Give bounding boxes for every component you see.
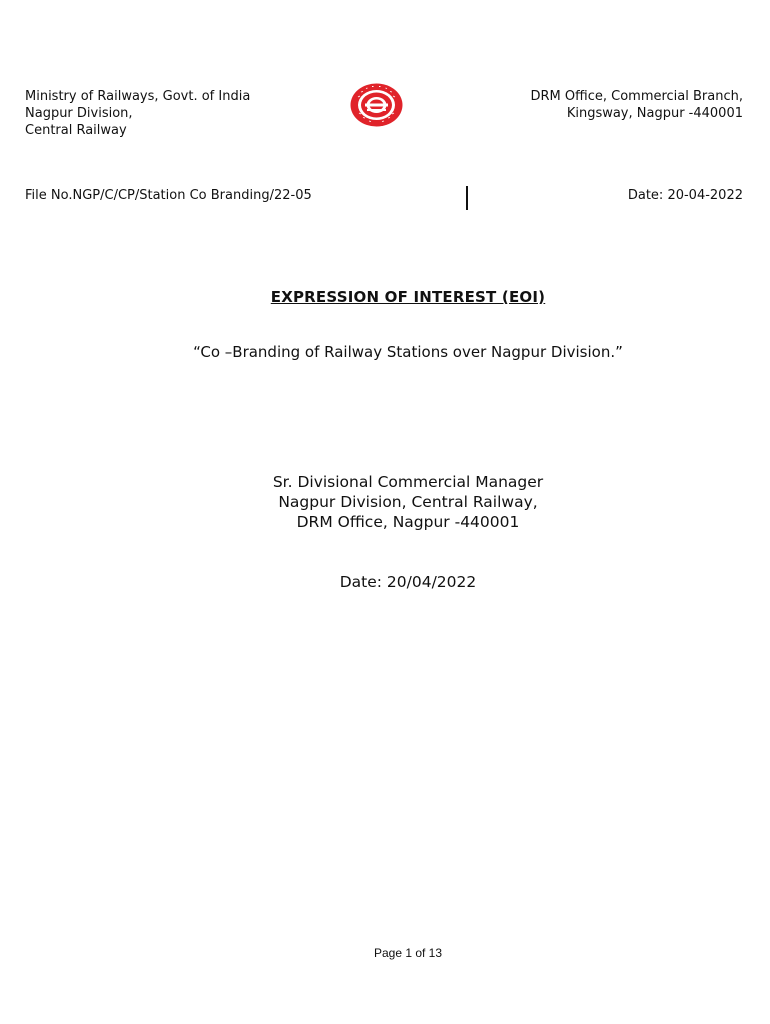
indian-railways-logo-icon [349, 82, 404, 128]
file-number: File No.NGP/C/CP/Station Co Branding/22-05 [25, 188, 312, 203]
issuer-division: Nagpur Division, Central Railway, [278, 493, 538, 511]
issuer-office: DRM Office, Nagpur -440001 [296, 513, 520, 531]
railway-line: Central Railway [25, 123, 127, 138]
issue-date: Date: 20/04/2022 [339, 573, 477, 591]
ministry-line: Ministry of Railways, Govt. of India [25, 89, 251, 104]
issuer-address [0, 472, 770, 532]
header-right-block [531, 88, 743, 122]
header-left-block [25, 88, 250, 139]
kingsway-line: Kingsway, Nagpur -440001 [566, 106, 743, 121]
drm-office-line: DRM Office, Commercial Branch, [530, 89, 743, 104]
document-subtitle: “Co –Branding of Railway Stations over Nagpur Division.” [193, 343, 623, 361]
issuer-designation: Sr. Divisional Commercial Manager [272, 473, 544, 491]
document-title: EXPRESSION OF INTEREST (EOI) [270, 288, 546, 306]
page-number: Page 1 of 13 [373, 946, 443, 960]
file-date: Date: 20-04-2022 [627, 188, 743, 203]
division-line: Nagpur Division, [25, 106, 133, 121]
text-cursor [466, 186, 468, 210]
